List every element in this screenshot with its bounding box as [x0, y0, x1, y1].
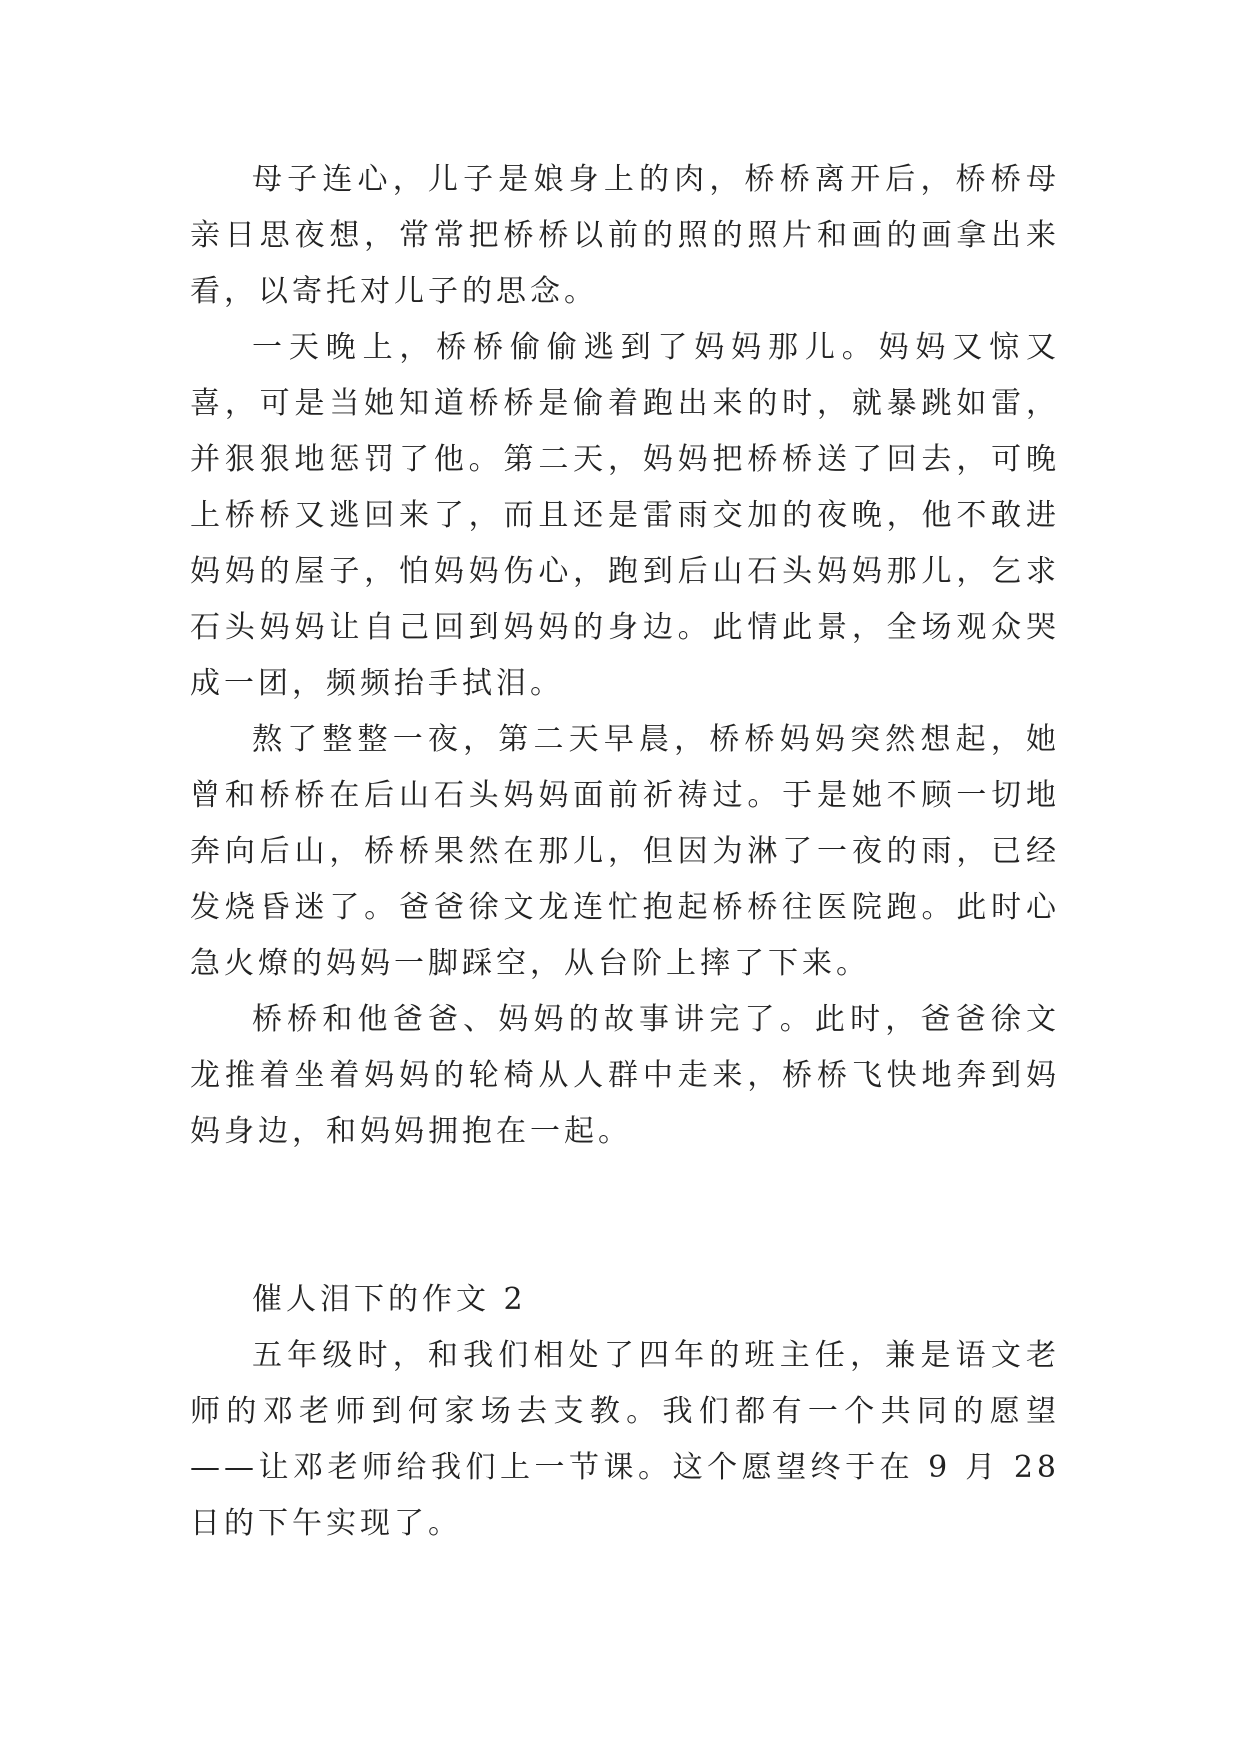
paragraph-5: 五年级时，和我们相处了四年的班主任，兼是语文老师的邓老师到何家场去支教。我们都有一个共同的愿望——让邓老师给我们上一节课。这个愿望终于在 9 月 28 日的下午实现了。	[190, 1338, 1060, 1541]
paragraph-4: 桥桥和他爸爸、妈妈的故事讲完了。此时，爸爸徐文龙推着坐着妈妈的轮椅从人群中走来，桥桥飞快地奔到妈妈身边，和妈妈拥抱在一起。	[190, 1002, 1060, 1149]
essay-body	[190, 152, 1060, 1160]
paragraph-1: 母子连心，儿子是娘身上的肉，桥桥离开后，桥桥母亲日思夜想，常常把桥桥以前的照的照片和画的画拿出来看，以寄托对儿子的思念。	[190, 162, 1060, 309]
paragraph-3: 熬了整整一夜，第二天早晨，桥桥妈妈突然想起，她曾和桥桥在后山石头妈妈面前祈祷过。于是她不顾一切地奔向后山，桥桥果然在那儿，但因为淋了一夜的雨，已经发烧昏迷了。爸爸徐文龙连忙抱起桥桥往医院跑。此时心急火燎的妈妈一脚踩空，从台阶上摔了下来。	[190, 722, 1060, 981]
essay-2-section	[190, 1272, 1060, 1552]
essay-title: 催人泪下的作文 2	[252, 1282, 527, 1317]
paragraph-2: 一天晚上，桥桥偷偷逃到了妈妈那儿。妈妈又惊又喜，可是当她知道桥桥是偷着跑出来的时，就暴跳如雷，并狠狠地惩罚了他。第二天，妈妈把桥桥送了回去，可晚上桥桥又逃回来了，而且还是雷雨交加的夜晚，他不敢进妈妈的屋子，怕妈妈伤心，跑到后山石头妈妈那儿，乞求石头妈妈让自己回到妈妈的身边。此情此景，全场观众哭成一团，频频抬手拭泪。	[190, 330, 1060, 701]
